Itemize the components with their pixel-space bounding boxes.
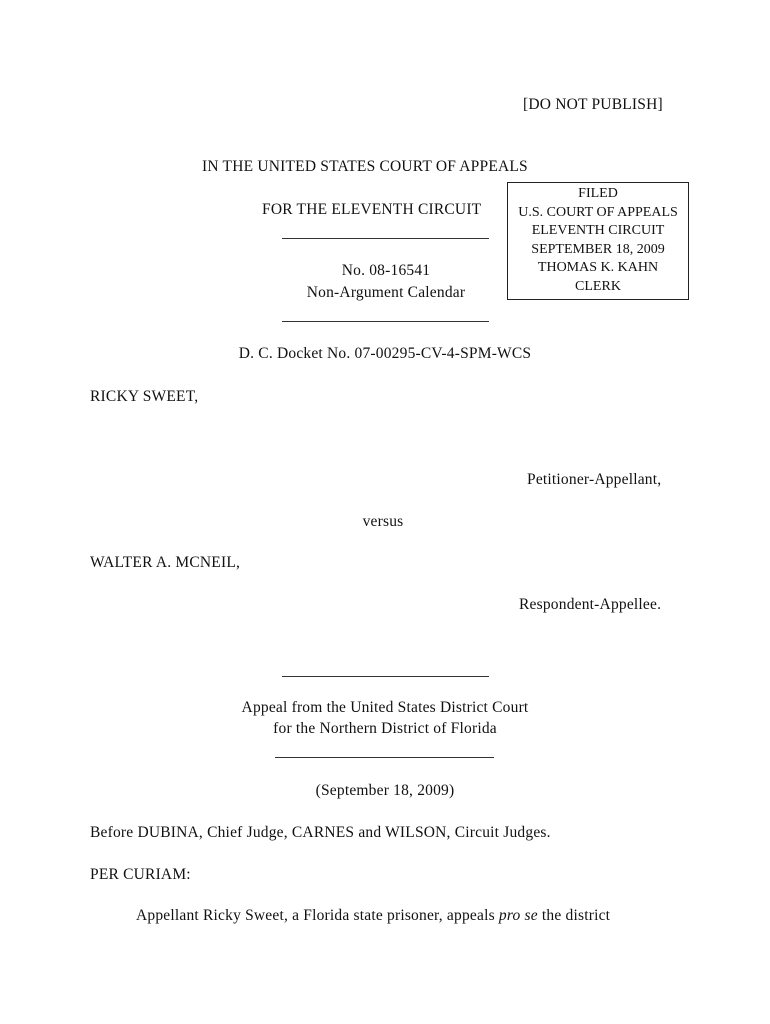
respondent-name: WALTER A. MCNEIL, [90,554,241,571]
publish-notice: [DO NOT PUBLISH] [523,96,663,113]
divider-rule [282,321,489,322]
appeal-line: Appeal from the United States District Court [241,699,529,716]
case-number: No. 08-16541 [341,262,431,279]
petitioner-name: RICKY SWEET, [90,388,199,405]
paragraph-text: Appellant Ricky Sweet, a Florida state prisoner, appeals [136,907,499,924]
respondent-role: Respondent-Appellee. [519,596,662,613]
divider-rule [282,238,489,239]
court-title: IN THE UNITED STATES COURT OF APPEALS [202,158,528,175]
filed-stamp-line: FILED [578,186,618,201]
opinion-date: (September 18, 2009) [315,782,455,799]
circuit-title: FOR THE ELEVENTH CIRCUIT [262,201,482,218]
paragraph-italic: pro se [498,907,538,924]
docket-number: D. C. Docket No. 07-00295-CV-4-SPM-WCS [238,345,532,362]
filed-stamp-line: U.S. COURT OF APPEALS [518,204,678,220]
divider-rule [282,676,489,677]
petitioner-role: Petitioner-Appellant, [527,471,662,488]
panel-judges: Before DUBINA, Chief Judge, CARNES and WILSON, Circuit Judges. [90,824,551,841]
divider-rule [275,757,494,758]
versus-label: versus [362,513,404,530]
filed-stamp-line: ELEVENTH CIRCUIT [531,223,665,238]
appeal-district: for the Northern District of Florida [273,720,497,737]
paragraph-text: the district [537,907,611,924]
filed-stamp-line: CLERK [575,278,621,294]
opinion-paragraph [136,907,610,925]
filed-stamp-line: THOMAS K. KAHN [537,260,659,275]
per-curiam-heading: PER CURIAM: [90,866,191,883]
calendar-type: Non-Argument Calendar [306,284,466,301]
filed-stamp-line: SEPTEMBER 18, 2009 [531,241,665,257]
filed-stamp [507,182,689,300]
